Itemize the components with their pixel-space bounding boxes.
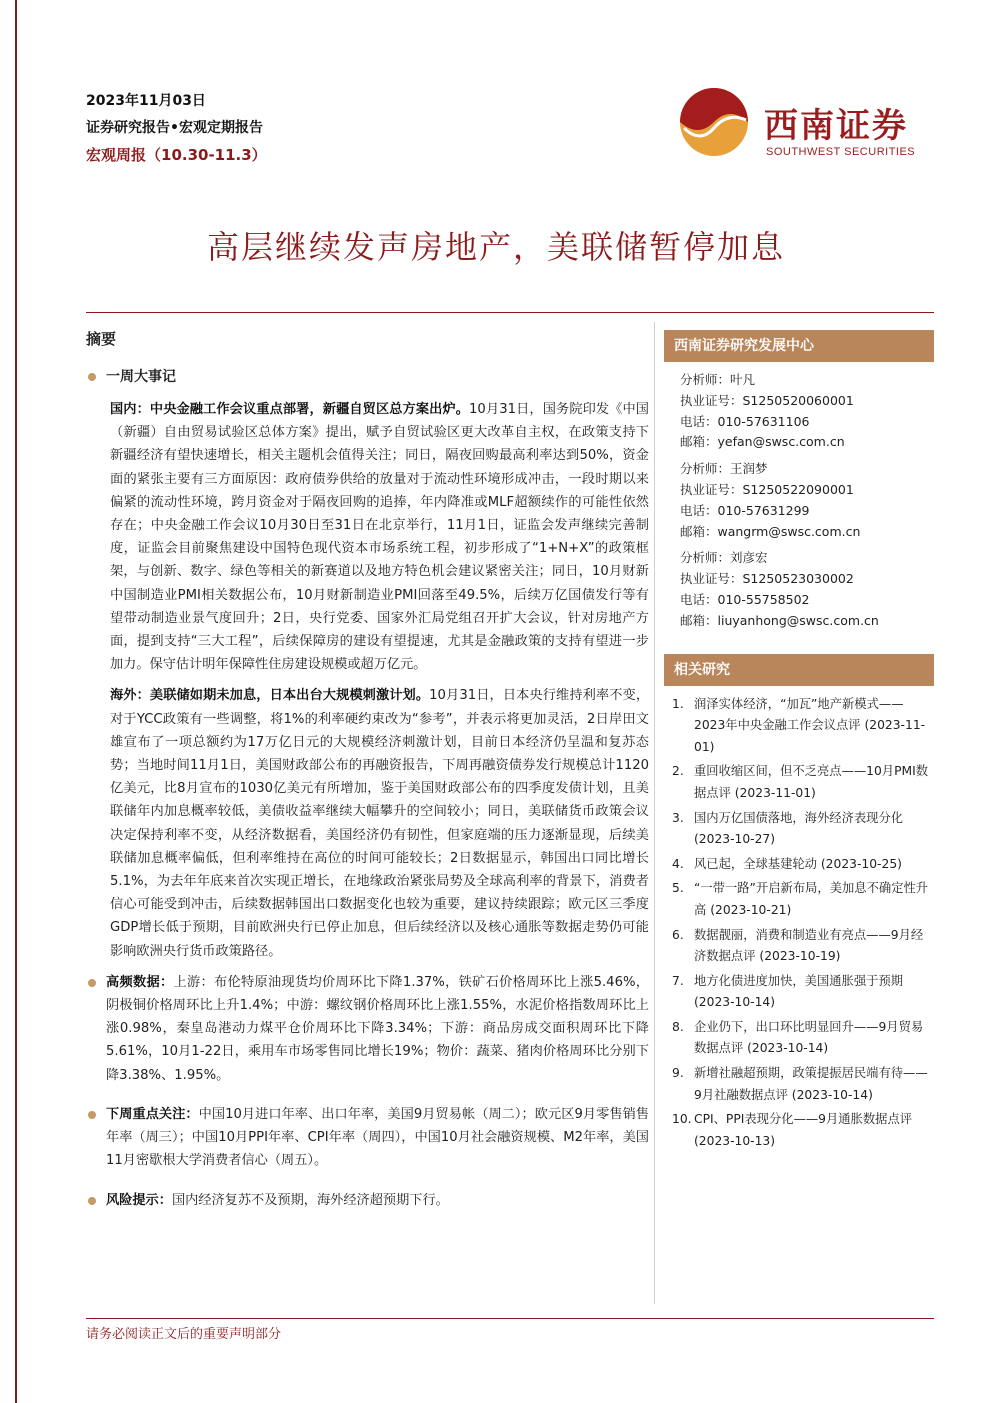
- next-week-focus: [86, 1103, 649, 1181]
- section-title: 一周大事记: [106, 369, 176, 385]
- analyst-email[interactable]: 邮箱：liuyanhong@swsc.com.cn: [680, 612, 879, 628]
- report-weekly-label: 宏观周报（10.30-11.3）: [86, 146, 267, 164]
- related-item-number: 3.: [672, 810, 684, 825]
- analyst-card: [680, 459, 934, 542]
- related-item[interactable]: [672, 694, 934, 759]
- next-body: 中国10月进口年率、出口年率，美国9月贸易帐（周二）；欧元区9月零售销售年率（周三）；中国10月PPI年率、CPI年率（周四），中国10月社会融资规模、M2年率，美国11月密歇根大学消费者信心（周五）。: [106, 1106, 649, 1169]
- related-item[interactable]: [672, 878, 934, 921]
- risk-lead: 风险提示：: [106, 1192, 172, 1208]
- section-weekly-events: [86, 366, 649, 388]
- related-item[interactable]: [672, 1017, 934, 1060]
- hf-lead: 高频数据：: [106, 974, 174, 990]
- related-research-title: 相关研究: [664, 654, 934, 686]
- related-item[interactable]: [672, 1063, 934, 1106]
- related-item[interactable]: [672, 1109, 934, 1152]
- related-item[interactable]: [672, 808, 934, 851]
- domestic-lead: 国内：中央金融工作会议重点部署，新疆自贸区总方案出炉。: [110, 402, 470, 417]
- footer-divider: [86, 1318, 934, 1319]
- related-item-number: 7.: [672, 973, 684, 988]
- research-center-title: 西南证券研究发展中心: [664, 330, 934, 362]
- related-item-text: CPI、PPI表现分化——9月通胀数据点评 (2023-10-13): [694, 1112, 913, 1148]
- next-lead: 下周重点关注：: [106, 1106, 199, 1122]
- logo-name-en: SOUTHWEST SECURITIES: [766, 146, 916, 158]
- analyst-name: 分析师：刘彦宏: [680, 550, 768, 566]
- bullet-icon: [88, 1111, 96, 1119]
- report-title: 高层继续发声房地产，美联储暂停加息: [206, 228, 785, 266]
- related-item-text: 润泽实体经济，“加瓦”地产新模式——2023年中央金融工作会议点评 (2023-11-01): [694, 696, 926, 754]
- report-type: 证券研究报告•宏观定期报告: [86, 120, 263, 136]
- related-item-text: 风已起，全球基建轮动 (2023-10-25): [694, 856, 902, 871]
- related-item[interactable]: [672, 971, 934, 1014]
- report-date: 2023年11月03日: [86, 93, 206, 109]
- related-item[interactable]: [672, 854, 934, 876]
- related-item-number: 5.: [672, 881, 684, 896]
- summary-heading: 摘要: [86, 330, 117, 348]
- overseas-body: 10月31日，日本央行维持利率不变，对于YCC政策有一些调整，将1%的利率硬约束改为“参考”，并表示将更加灵活，2日岸田文雄宣布了一项总额约为17万亿日元的大规模经济刺激计划，目前日本经济仍呈温和复苏态势；当地时间11月1日，美国财政部公布的再融资报告，下周再融资债券发行规模总计1120亿美元，比8月宣布的1030亿美元有所增加，鉴于美国财政部公布的四季度发债计划，且美联储年内加息概率较低，美债收益率继续大幅攀升的空间较小；同日，美联储货币政策会议决定保持利率不变，从经济数据看，美国经济仍有韧性，但家庭端的压力逐渐显现，后续美联储加息概率偏低，但利率维持在高位的时间可能较长；2日数据显示，韩国出口同比增长5.1%，为去年年底来首次实现正增长，在地缘政治紧张局势及全球高利率的背景下，消费者信心可能受到冲击，后续数据韩国出口数据变化也较为重要，建议持续跟踪；欧元区三季度GDP增长低于预期，目前欧洲央行已停止加息，但后续经济以及核心通胀等数据走势仍可能影响欧洲央行货币政策路径。: [110, 688, 650, 959]
- related-item-number: 6.: [672, 927, 684, 942]
- domestic-body: 10月31日，国务院印发《中国（新疆）自由贸易试验区总体方案》提出，赋予自贸试验区更大改革自主权，在政策支持下新疆经济有望快速增长，相关主题机会值得关注；同日，隔夜回购最高利率达到50%，资金面的紧张主要有三方面原因：政府债券供给的放量对于流动性环境形成冲击，一段时期以来偏紧的流动性环境，跨月资金对于隔夜回购的追捧，年内降准或MLF超额续作的可能性依然存在；中央金融工作会议10月30日至31日在北京举行，11月1日，证监会发声继续完善制度，证监会目前聚焦建设中国特色现代资本市场系统工程，初步形成了“1+N+X”的政策框架，与创新、数字、绿色等相关的新赛道以及地方特色机会建议紧密关注；同日，10月财新中国制造业PMI相关数据公布，10月财新制造业PMI回落至49.5%，后续万亿国债发行等有望带动制造业景气度回升；2日，央行党委、国家外汇局党组召开扩大会议，针对房地产方面，提到支持“三大工程”，后续保障房的建设有望提速，尤其是金融政策的支持有望进一步加力。保守估计明年保障性住房建设规模或超万亿元。: [110, 402, 649, 673]
- next-week-paragraph: [106, 1103, 649, 1173]
- domestic-paragraph: [110, 398, 649, 676]
- sidebar: [664, 330, 934, 1155]
- related-item-text: 数据靓丽，消费和制造业有亮点——9月经济数据点评 (2023-10-19): [694, 927, 924, 964]
- analyst-email[interactable]: 邮箱：wangrm@swsc.com.cn: [680, 523, 861, 539]
- analyst-card: [680, 548, 934, 631]
- related-item-number: 4.: [672, 856, 684, 871]
- related-item-text: 地方化债进度加快，美国通胀强于预期 (2023-10-14): [694, 973, 904, 1010]
- bullet-icon: [88, 373, 96, 381]
- high-frequency-paragraph: [106, 971, 649, 1087]
- overseas-paragraph: [110, 684, 649, 962]
- logo-name-cn: 西南证券: [764, 106, 908, 146]
- column-divider: [654, 322, 655, 1304]
- risk-body: 国内经济复苏不及预期，海外经济超预期下行。: [171, 1192, 449, 1208]
- analyst-name: 分析师：叶凡: [680, 372, 756, 387]
- risk-paragraph: [106, 1189, 649, 1212]
- title-divider: [86, 312, 934, 313]
- hf-body: 上游：布伦特原油现货均价周环比下降1.37%，铁矿石价格周环比上涨5.46%，阴极铜价格周环比上升1.4%；中游：螺纹钢价格周环比上涨1.55%，水泥价格指数周环比上涨0.98%，秦皇岛港动力煤平仓价周环比下降3.34%；下游：商品房成交面积周环比下降5.61%，10月1-22日，乘用车市场零售同比增长19%；物价：蔬菜、猪肉价格周环比分别下降3.38%、1.95%。: [106, 974, 649, 1083]
- risk-warning: [86, 1189, 649, 1220]
- bullet-icon: [88, 1197, 96, 1205]
- related-item-text: 企业仍下，出口环比明显回升——9月贸易数据点评 (2023-10-14): [694, 1019, 924, 1056]
- analyst-phone: 电话：010-57631299: [680, 502, 810, 518]
- related-item[interactable]: [672, 925, 934, 968]
- logo-emblem-icon: [678, 86, 750, 158]
- summary-column: [86, 328, 649, 1228]
- analyst-email[interactable]: 邮箱：yefan@swsc.com.cn: [680, 434, 845, 450]
- related-item-number: 1.: [672, 696, 684, 711]
- analyst-phone: 电话：010-55758502: [680, 591, 810, 607]
- footer-notice: 请务必阅读正文后的重要声明部分: [86, 1327, 282, 1342]
- overseas-lead: 海外：美联储如期未加息，日本出台大规模刺激计划。: [110, 688, 430, 704]
- related-item-text: 国内万亿国债落地，海外经济表现分化 (2023-10-27): [694, 810, 904, 847]
- report-header-meta: [86, 88, 267, 169]
- related-item-number: 2.: [672, 764, 684, 779]
- company-logo: [678, 86, 928, 166]
- analyst-license: 执业证号：S1250522090001: [680, 481, 854, 497]
- analyst-license: 执业证号：S1250523030002: [680, 571, 854, 587]
- related-item-text: “一带一路”开启新布局，美加息不确定性升高 (2023-10-21): [694, 881, 929, 917]
- related-item-text: 新增社融超预期，政策提振居民端有待——9月社融数据点评 (2023-10-14): [694, 1066, 928, 1102]
- related-item-number: 8.: [672, 1019, 684, 1034]
- analyst-name: 分析师：王润梦: [680, 461, 768, 477]
- related-item-number: 10.: [672, 1112, 692, 1127]
- related-item-number: 9.: [672, 1066, 684, 1081]
- analyst-license: 执业证号：S1250520060001: [680, 392, 854, 408]
- page-edge-line: [15, 0, 17, 1403]
- bullet-icon: [88, 979, 96, 987]
- high-frequency-data: [86, 971, 649, 1095]
- related-item-text: 重回收缩区间，但不乏亮点——10月PMI数据点评 (2023-11-01): [694, 764, 929, 800]
- related-research-list: [664, 686, 934, 1153]
- analyst-card: [680, 370, 934, 453]
- related-item[interactable]: [672, 761, 934, 804]
- analyst-list: [664, 362, 934, 642]
- analyst-phone: 电话：010-57631106: [680, 413, 810, 429]
